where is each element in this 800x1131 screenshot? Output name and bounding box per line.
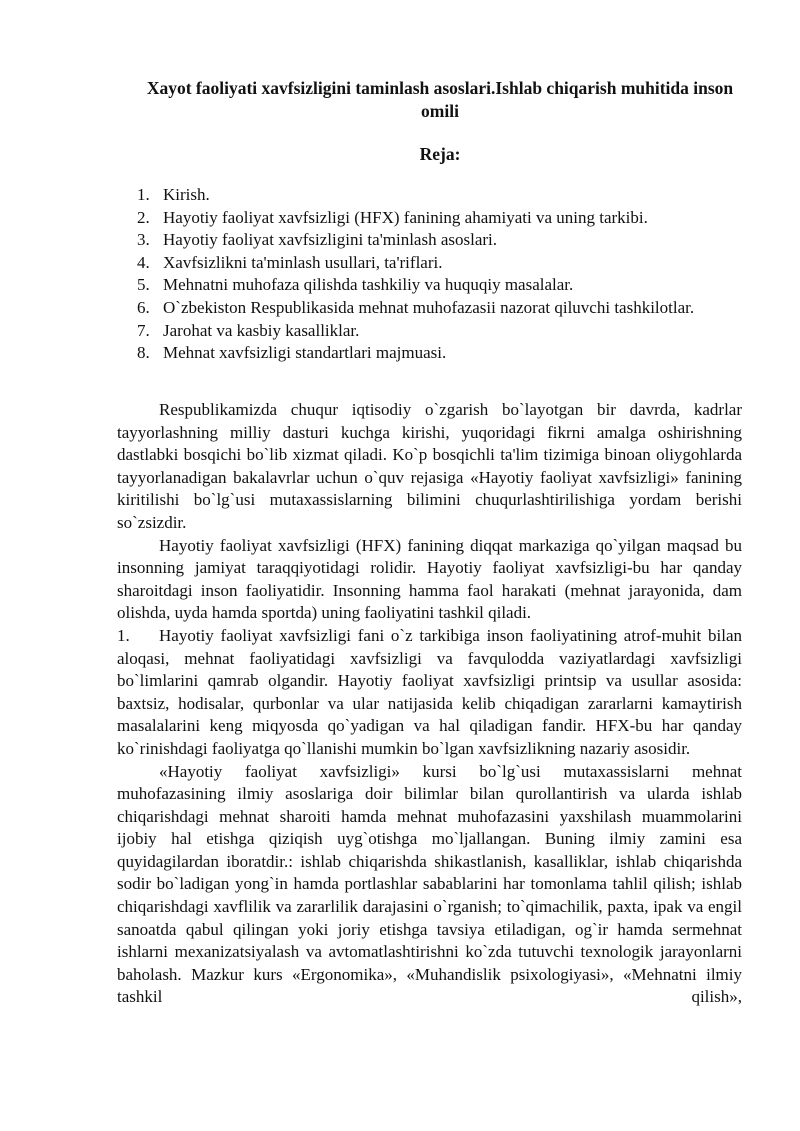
plan-item-number: 4.	[137, 252, 150, 272]
plan-item-text: Hayotiy faoliyat xavfsizligini ta'minlash asoslari.	[163, 230, 498, 250]
plan-item	[137, 184, 742, 207]
body-paragraph-numbered	[117, 625, 742, 761]
document-title: Xayot faoliyati xavfsizligini taminlash asoslari.Ishlab chiqarish muhitida inson omili	[146, 78, 734, 121]
plan-item-text: Mehnat xavfsizligi standartlari majmuasi.	[163, 343, 447, 363]
plan-item-number: 2.	[137, 207, 150, 227]
plan-item	[137, 342, 742, 365]
plan-item	[137, 320, 742, 343]
paragraph-text: Hayotiy faoliyat xavfsizligi fani o`z tarkibiga inson faoliyatining atrof-muhit bilan aloqasi, mehnat faoliyatidagi xavfsizligi va favqulodda vaziyatlardagi xavfsizligi bo`limlarini qamrab olgandir. Hayotiy faoliyat xavfsizligi printsip va usullar asosida: baxtsiz, hodisalar, qurbonlar va ular natijasida kelib chiqadigan zararlarni kamaytirish masalalarini keng miqyosda qo`yadigan va hal qiladigan fandir. HFX-bu har qanday ko`rinishdagi faoliyatga qo`llanishi mumkin bo`lgan xavfsizlikning nazariy asosidir.	[117, 625, 742, 758]
plan-item-text: O`zbekiston Respublikasida mehnat muhofazasii nazorat qiluvchi tashkilotlar.	[163, 297, 695, 317]
plan-item	[137, 252, 742, 275]
plan-item-text: Jarohat va kasbiy kasalliklar.	[163, 320, 360, 340]
plan-item-number: 6.	[137, 297, 150, 317]
plan-heading: Reja:	[419, 144, 461, 164]
plan-item-number: 1.	[137, 185, 150, 204]
plan-item	[137, 207, 742, 230]
plan-item-text: Kirish.	[163, 185, 210, 204]
plan-item-number: 3.	[137, 230, 150, 250]
body-paragraph: Hayotiy faoliyat xavfsizligi (HFX) fanining diqqat markaziga qo`yilgan maqsad bu insonning jamiyat taraqqiyotidagi rolidir. Hayotiy faoliyat xavfsizligi-bu har qanday sharoitdagi inson faoliyatidir. Insonning hamma faol harakati (mehnat jarayonida, dam olishda, uyda hamda sportda) uning faoliyatini tashkil qiladi.	[117, 535, 742, 623]
body-paragraph: Respublikamizda chuqur iqtisodiy o`zgarish bo`layotgan bir davrda, kadrlar tayyorlashning milliy dasturi kuchga kirishi, yuqoridagi fikrni amalga oshirishning dastlabki bosqichi bo`lib xizmat qiladi. Ko`p bosqichli ta'lim tizimiga binoan oliygohlarda tayyorlanadigan bakalavrlar uchun o`quv rejasiga «Hayotiy faoliyat xavfsizligi» fanining kiritilishi bo`lg`usi mutaxassislarning bilimini chuqurlashtirilishiga yordam berishi so`zsizdir.	[117, 400, 742, 532]
plan-item	[137, 274, 742, 297]
plan-item-number: 5.	[137, 275, 150, 295]
document-body	[117, 399, 742, 1009]
plan-list	[137, 184, 742, 365]
plan-item-text: Xavfsizlikni ta'minlash usullari, ta'riflari.	[163, 252, 443, 272]
plan-item-text: Hayotiy faoliyat xavfsizligi (HFX) fanining ahamiyati va uning tarkibi.	[163, 207, 648, 227]
plan-item-number: 8.	[137, 343, 150, 363]
plan-item-number: 7.	[137, 320, 150, 340]
body-paragraph: «Hayotiy faoliyat xavfsizligi» kursi bo`lg`usi mutaxassislarni mehnat muhofazasining ilmiy asoslariga doir bilimlar bilan qurollantirish va ularda ishlab chiqarishdagi mehnat sharoiti hamda mehnat muhofazasini yaxshilash muammolarini ijobiy hal etishga qiziqish uyg`otishga mo`ljallangan. Buning ilmiy zamini esa quyidagilardan iboratdir.: ishlab chiqarishda shikastlanish, kasalliklar, ishlab chiqarishda sodir bo`ladigan yong`in hamda portlashlar sabablarini har tomonlama tahlil qilish; ishlab chiqarishdagi xavflilik va zararlilik darajasini o`rganish; to`qimachilik, paxta, ipak va engil sanoatda qabul qilingan yoki joriy etishga tavsiya etiladigan, og`ir hamda sermehnat ishlarni mexanizatsiyalash va avtomatlashtirishni ko`zda tutuvchi texnologik jarayonlarni baholash. Mazkur kurs «Ergonomika», «Muhandislik psixologiyasi», «Mehnatni ilmiy tashkil qilish»,	[117, 761, 742, 1007]
plan-item	[137, 229, 742, 252]
paragraph-number: 1.	[117, 625, 130, 645]
plan-item-text: Mehnatni muhofaza qilishda tashkiliy va huquqiy masalalar.	[163, 275, 574, 295]
plan-item	[137, 297, 742, 320]
